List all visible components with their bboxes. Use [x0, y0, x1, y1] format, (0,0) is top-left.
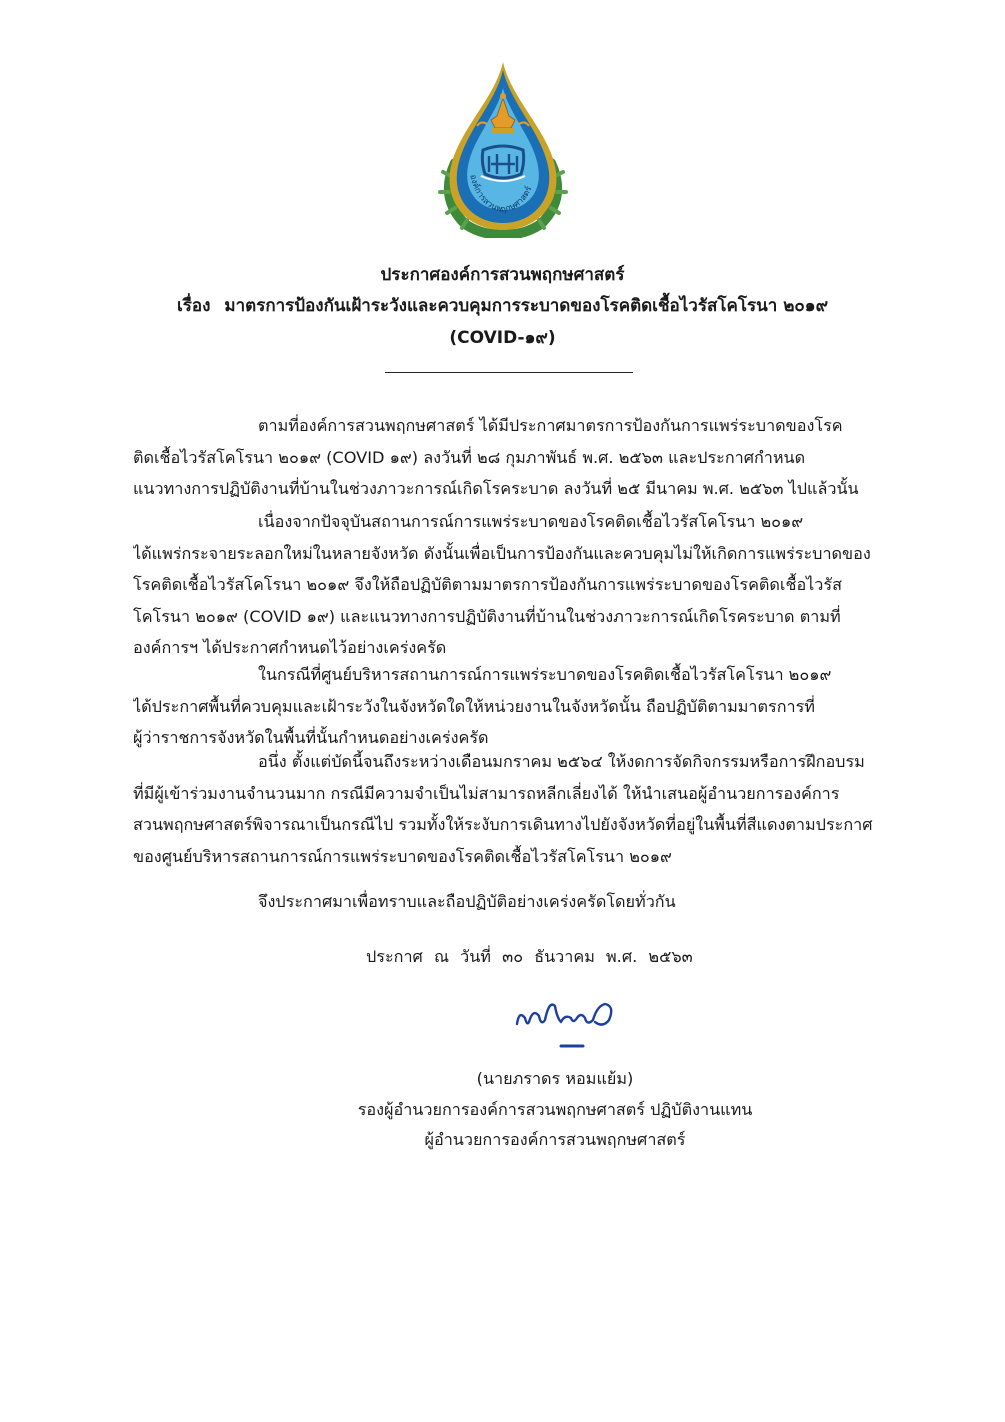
- emblem-graphic: [425, 58, 581, 238]
- date-label: ประกาศ ณ วันที่: [366, 947, 491, 966]
- closing-statement: จึงประกาศมาเพื่อทราบและถือปฏิบัติอย่างเคร่งครัดโดยทั่วกัน: [258, 892, 676, 911]
- qsbg-emblem-icon: [425, 58, 581, 238]
- paragraph-3: [133, 659, 893, 754]
- date-day: ๓๐: [502, 947, 524, 966]
- title-divider: [385, 372, 633, 373]
- paragraph-line: อนึ่ง ตั้งแต่บัดนี้จนถึงระหว่างเดือนมกราคม ๒๕๖๔ ให้งดการจัดกิจกรรมหรือการฝึกอบรม: [258, 752, 865, 771]
- paragraph-line: ได้ประกาศพื้นที่ควบคุมและเฝ้าระวังในจังหวัดใดให้หน่วยงานในจังหวัดนั้น ถือปฏิบัติตามมาตรการที่: [133, 696, 815, 716]
- paragraph-line: ของศูนย์บริหารสถานการณ์การแพร่ระบาดของโรคติดเชื้อไวรัสโคโรนา ๒๐๑๙: [133, 846, 672, 866]
- paragraph-line: ผู้ว่าราชการจังหวัดในพื้นที่นั้นกำหนดอย่างเคร่งครัด: [133, 728, 489, 748]
- signer-name: (นายภราดร หอมแย้ม): [476, 1069, 634, 1088]
- paragraph-line: เนื่องจากปัจจุบันสถานการณ์การแพร่ระบาดของโรคติดเชื้อไวรัสโคโรนา ๒๐๑๙: [258, 512, 804, 531]
- announcement-subject-line2: (COVID-๑๙): [449, 328, 556, 348]
- signer-position: รองผู้อำนวยการองค์การสวนพฤกษศาสตร์ ปฏิบัติงานแทน: [357, 1100, 753, 1119]
- paragraph-line: ที่มีผู้เข้าร่วมงานจำนวนมาก กรณีมีความจำเป็นไม่สามารถหลีกเลี่ยงได้ ให้นำเสนอผู้อำนวยการองค์การ: [133, 783, 840, 803]
- subject-label: เรื่อง: [176, 296, 211, 316]
- date-year: พ.ศ. ๒๕๖๓: [606, 947, 693, 966]
- paragraph-1: [133, 410, 893, 505]
- subject-text: มาตรการป้องกันเฝ้าระวังและควบคุมการระบาดของโรคติดเชื้อไวรัสโคโรนา ๒๐๑๙: [224, 296, 829, 316]
- announcement-date: [366, 941, 693, 972]
- paragraph-line: แนวทางการปฏิบัติงานที่บ้านในช่วงภาวะการณ์เกิดโรคระบาด ลงวันที่ ๒๕ มีนาคม พ.ศ. ๒๕๖๓ ไปแล้วนั้น: [133, 479, 859, 499]
- paragraph-line: สวนพฤกษศาสตร์พิจารณาเป็นกรณีไป รวมทั้งให้ระงับการเดินทางไปยังจังหวัดที่อยู่ในพื้นที่สีแดงตามประกาศ: [133, 815, 873, 835]
- announcement-subject: [0, 289, 1005, 323]
- signature-graphic: [505, 988, 625, 1058]
- emblem-text: องค์การสวนพฤกษศาสตร์: [467, 173, 535, 216]
- paragraph-line: โคโรนา ๒๐๑๙ (COVID ๑๙) และแนวทางการปฏิบัติงานที่บ้านในช่วงภาวะการณ์เกิดโรคระบาด ตามที่: [133, 606, 841, 626]
- announcement-title: ประกาศองค์การสวนพฤกษศาสตร์: [380, 265, 625, 285]
- paragraph-line: โรคติดเชื้อไวรัสโคโรนา ๒๐๑๙ จึงให้ถือปฏิบัติตามมาตรการป้องกันการแพร่ระบาดของโรคติดเชื้อไวรัส: [133, 575, 842, 595]
- paragraph-line: ติดเชื้อไวรัสโคโรนา ๒๐๑๙ (COVID ๑๙) ลงวันที่ ๒๘ กุมภาพันธ์ พ.ศ. ๒๕๖๓ และประกาศกำหนด: [133, 447, 806, 467]
- date-month: ธันวาคม: [534, 947, 595, 966]
- handwritten-signature-icon: [505, 988, 625, 1058]
- signer-position-line2: ผู้อำนวยการองค์การสวนพฤกษศาสตร์: [424, 1130, 686, 1149]
- paragraph-line: องค์การฯ ได้ประกาศกำหนดไว้อย่างเคร่งครัด: [133, 638, 447, 658]
- paragraph-line: ในกรณีที่ศูนย์บริหารสถานการณ์การแพร่ระบาดของโรคติดเชื้อไวรัสโคโรนา ๒๐๑๙: [258, 665, 832, 684]
- paragraph-2: [133, 506, 893, 664]
- paragraph-line: ได้แพร่กระจายระลอกใหม่ในหลายจังหวัด ดังนั้นเพื่อเป็นการป้องกันและควบคุมไม่ให้เกิดการแพร่ระบาดของ: [133, 543, 871, 563]
- paragraph-line: ตามที่องค์การสวนพฤกษศาสตร์ ได้มีประกาศมาตรการป้องกันการแพร่ระบาดของโรค: [258, 416, 843, 435]
- paragraph-4: [133, 746, 893, 872]
